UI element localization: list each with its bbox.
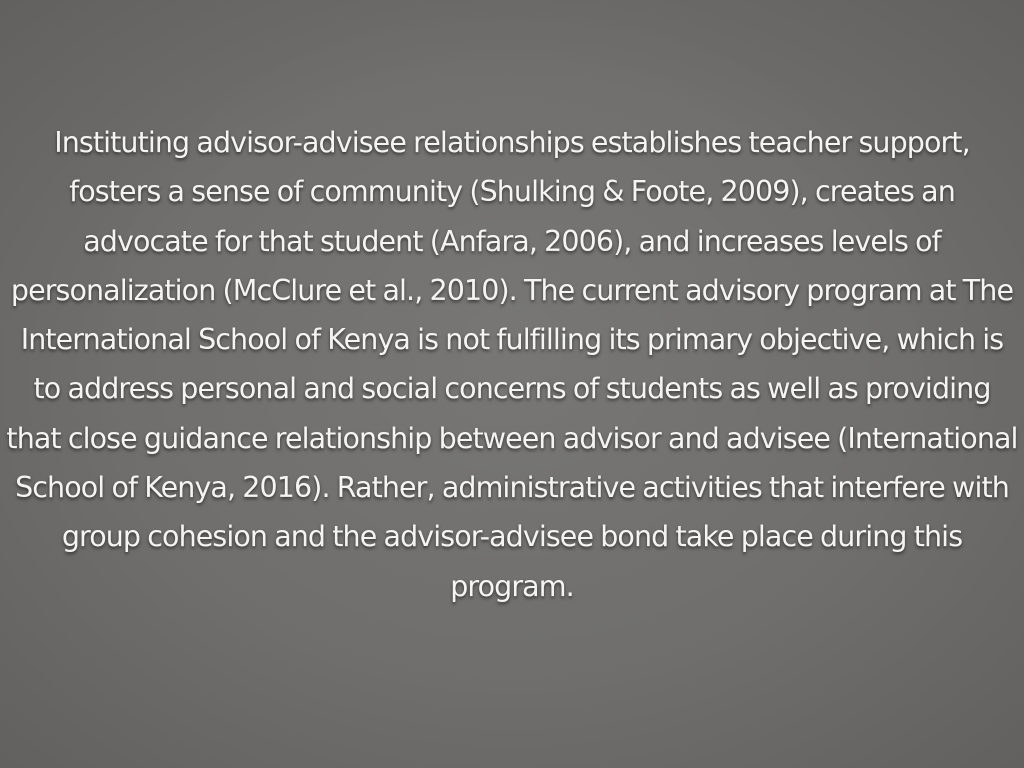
slide-body-text: Instituting advisor-advisee relationships establishes teacher support, fosters a sense of community (Shulking & Foote, 2009), creates an advocate for that student (Anfara, 2006), and increases levels of personalization (McClure et al., 2010). The current advisory program at The International School of Kenya is not fulfilling its primary objective, which is to address personal and social concerns of students as well as providing that close guidance relationship between advisor and advisee (International School of Kenya, 2016). Rather, administrative activities that interfere with group cohesion and the advisor-advisee bond take place during this program.	[6, 126, 1018, 603]
